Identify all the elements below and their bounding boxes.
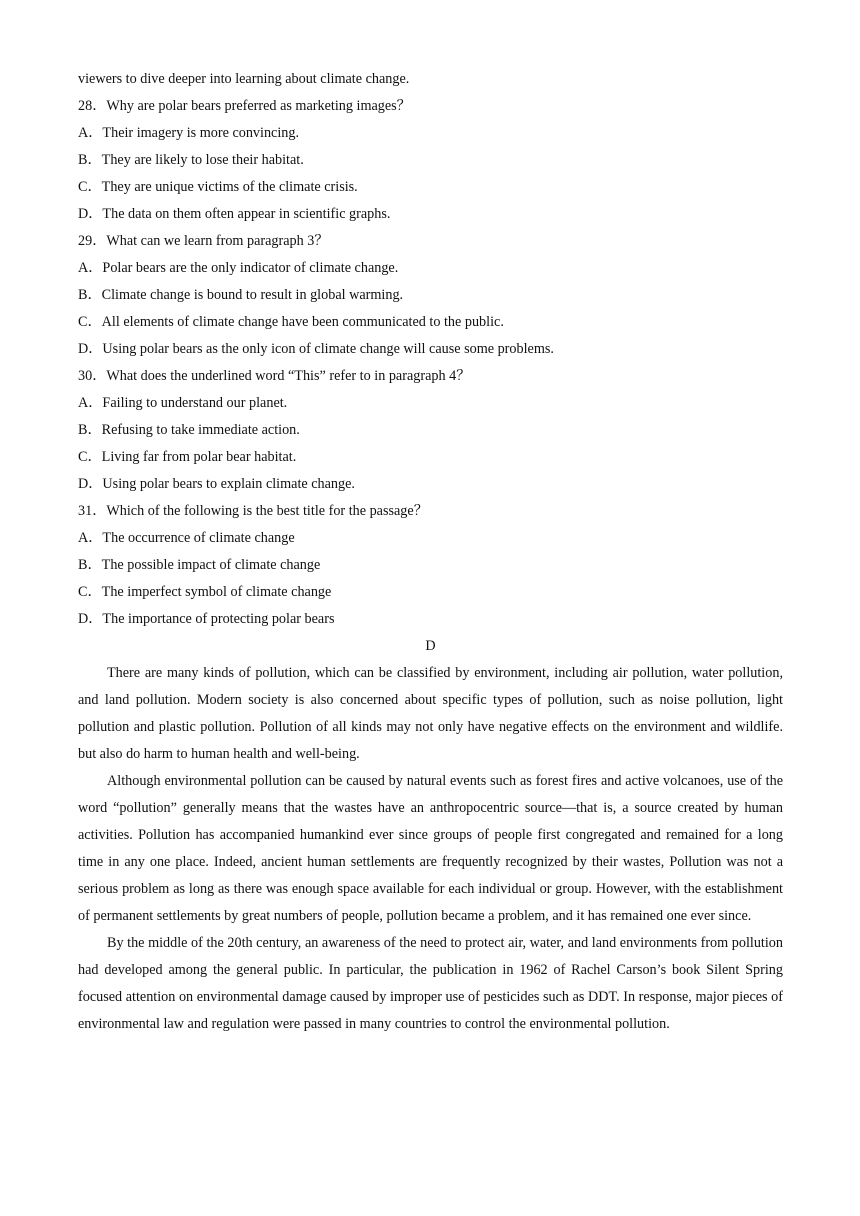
option-a: A．The occurrence of climate change (78, 530, 295, 546)
question-stem: 29．What can we learn from paragraph 3？ (78, 233, 329, 249)
option-d: D．Using polar bears as the only icon of climate change will cause some problems. (78, 341, 554, 357)
paragraph-2: Although environmental pollution can be caused by natural events such as forest fires and active volcanoes, use of the word “pollution” generally means that the wastes have an anthropocentric source—that is, a source created by human activities. Pollution has accompanied humankind ever since groups of people first congregated and remained for a long time in any one place. Indeed, ancient human settlements are frequently recognized by their wastes, Pollution was not a serious problem as long as there was enough space available for each individual or group. However, with the establishment of permanent settlements by great numbers of people, pollution became a problem, and it has remained one ever since. (78, 773, 783, 924)
question-30 (78, 363, 783, 498)
paragraph-3: By the middle of the 20th century, an awareness of the need to protect air, water, and land environments from pollution had developed among the general public. In particular, the publication in 1962 of Rachel Carson’s book Silent Spring focused attention on environmental damage caused by improper use of pesticides such as DDT. In response, major pieces of environmental law and regulation were passed in many countries to control the environmental pollution. (78, 935, 783, 1032)
option-d: D．Using polar bears to explain climate change. (78, 476, 355, 492)
option-a: A．Failing to understand our planet. (78, 395, 288, 411)
question-stem: 28．Why are polar bears preferred as marketing images？ (78, 98, 411, 114)
question-stem: 30．What does the underlined word “This” refer to in paragraph 4？ (78, 368, 471, 384)
paragraph-1: There are many kinds of pollution, which can be classified by environment, including air pollution, water pollution, and land pollution. Modern society is also concerned about specific types of pollution, such as noise pollution, light pollution and plastic pollution. Pollution of all kinds may not only have negative effects on the environment and wildlife. but also do harm to human health and well-being. (78, 665, 783, 762)
option-b: B．The possible impact of climate change (78, 557, 321, 573)
passage-tail-line: viewers to dive deeper into learning about climate change. (78, 71, 410, 87)
option-d: D．The importance of protecting polar bears (78, 611, 335, 627)
option-a: A．Polar bears are the only indicator of climate change. (78, 260, 399, 276)
question-stem: 31．Which of the following is the best title for the passage？ (78, 503, 428, 519)
option-d: D．The data on them often appear in scientific graphs. (78, 206, 391, 222)
question-28 (78, 93, 783, 228)
section-heading: D (425, 638, 436, 654)
option-c: C．The imperfect symbol of climate change (78, 584, 332, 600)
option-a: A．Their imagery is more convincing. (78, 125, 300, 141)
option-b: B．Climate change is bound to result in global warming. (78, 287, 404, 303)
option-c: C．All elements of climate change have been communicated to the public. (78, 314, 504, 330)
question-29 (78, 228, 783, 363)
question-31 (78, 498, 783, 633)
option-b: B．Refusing to take immediate action. (78, 422, 300, 438)
document-page (78, 66, 783, 1038)
option-b: B．They are likely to lose their habitat. (78, 152, 304, 168)
option-c: C．Living far from polar bear habitat. (78, 449, 297, 465)
option-c: C．They are unique victims of the climate crisis. (78, 179, 358, 195)
